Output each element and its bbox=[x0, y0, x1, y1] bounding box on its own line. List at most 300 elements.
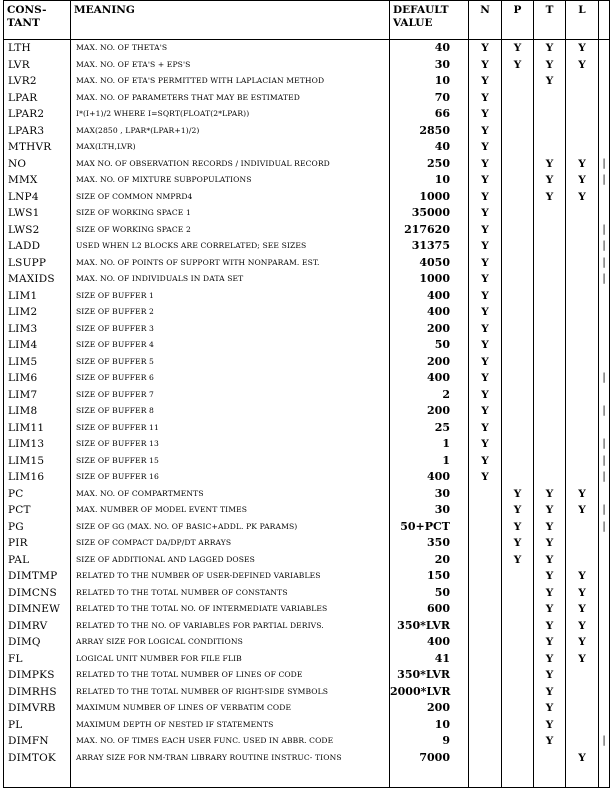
flag-t bbox=[534, 238, 566, 255]
constant-name: LSUPP bbox=[4, 255, 71, 272]
flag-t bbox=[534, 288, 566, 305]
flag-n: Y bbox=[469, 420, 502, 437]
default-value: 30 bbox=[390, 57, 469, 74]
default-value: 41 bbox=[390, 651, 469, 668]
header-l: L bbox=[566, 1, 599, 40]
constant-name: MAXIDS bbox=[4, 271, 71, 288]
constant-name: DIMRV bbox=[4, 618, 71, 635]
flag-l bbox=[566, 123, 599, 140]
constant-meaning: SIZE OF BUFFER 8 bbox=[71, 403, 390, 420]
table-row bbox=[4, 519, 610, 536]
flag-n: Y bbox=[469, 57, 502, 74]
flag-l bbox=[566, 271, 599, 288]
constant-meaning: USED WHEN L2 BLOCKS ARE CORRELATED; SEE SIZES bbox=[71, 238, 390, 255]
flag-l bbox=[566, 420, 599, 437]
flag-p bbox=[502, 172, 534, 189]
flag-n bbox=[469, 535, 502, 552]
table-row bbox=[4, 651, 610, 668]
flag-p bbox=[502, 370, 534, 387]
flag-n bbox=[469, 634, 502, 651]
flag-t bbox=[534, 469, 566, 486]
constant-meaning: ARRAY SIZE FOR LOGICAL CONDITIONS bbox=[71, 634, 390, 651]
flag-n: Y bbox=[469, 321, 502, 338]
flag-p bbox=[502, 189, 534, 206]
flag-p: Y bbox=[502, 40, 534, 57]
default-value: 70 bbox=[390, 90, 469, 107]
table-row bbox=[4, 156, 610, 173]
constant-name: LVR bbox=[4, 57, 71, 74]
flag-l: Y bbox=[566, 750, 599, 788]
constant-name: DIMNEW bbox=[4, 601, 71, 618]
change-bar bbox=[599, 552, 610, 569]
default-value: 31375 bbox=[390, 238, 469, 255]
constant-name: LPAR3 bbox=[4, 123, 71, 140]
table-row bbox=[4, 502, 610, 519]
constant-name: LPAR bbox=[4, 90, 71, 107]
flag-l bbox=[566, 255, 599, 272]
change-bar: | bbox=[599, 469, 610, 486]
flag-t: Y bbox=[534, 156, 566, 173]
table-row bbox=[4, 535, 610, 552]
constant-meaning: SIZE OF BUFFER 13 bbox=[71, 436, 390, 453]
flag-l bbox=[566, 403, 599, 420]
constant-name: PL bbox=[4, 717, 71, 734]
flag-n bbox=[469, 750, 502, 788]
constant-name: LIM13 bbox=[4, 436, 71, 453]
table-row bbox=[4, 205, 610, 222]
flag-n bbox=[469, 585, 502, 602]
constant-meaning: I*(I+1)/2 WHERE I=SQRT(FLOAT(2*LPAR)) bbox=[71, 106, 390, 123]
change-bar bbox=[599, 288, 610, 305]
table-row bbox=[4, 73, 610, 90]
default-value: 400 bbox=[390, 304, 469, 321]
flag-p bbox=[502, 585, 534, 602]
flag-n bbox=[469, 667, 502, 684]
flag-p bbox=[502, 634, 534, 651]
change-bar bbox=[599, 57, 610, 74]
constant-meaning: RELATED TO THE NO. OF VARIABLES FOR PARTIAL DERIVS. bbox=[71, 618, 390, 635]
flag-p bbox=[502, 750, 534, 788]
constant-meaning: SIZE OF BUFFER 7 bbox=[71, 387, 390, 404]
flag-n: Y bbox=[469, 238, 502, 255]
constant-meaning: MAX. NO. OF ETA'S + EPS'S bbox=[71, 57, 390, 74]
flag-n bbox=[469, 684, 502, 701]
flag-p bbox=[502, 255, 534, 272]
flag-n: Y bbox=[469, 288, 502, 305]
constant-meaning: RELATED TO THE TOTAL NUMBER OF CONSTANTS bbox=[71, 585, 390, 602]
change-bar bbox=[599, 387, 610, 404]
flag-n: Y bbox=[469, 73, 502, 90]
flag-l bbox=[566, 717, 599, 734]
change-bar bbox=[599, 618, 610, 635]
table-row bbox=[4, 469, 610, 486]
constant-meaning: RELATED TO THE TOTAL NO. OF INTERMEDIATE VARIABLES bbox=[71, 601, 390, 618]
table-row bbox=[4, 139, 610, 156]
constant-name: PIR bbox=[4, 535, 71, 552]
default-value: 350*LVR bbox=[390, 618, 469, 635]
flag-t bbox=[534, 139, 566, 156]
constant-meaning: MAX. NO. OF COMPARTMENTS bbox=[71, 486, 390, 503]
flag-n: Y bbox=[469, 156, 502, 173]
flag-n bbox=[469, 502, 502, 519]
constant-name: LIM11 bbox=[4, 420, 71, 437]
constant-meaning: SIZE OF BUFFER 4 bbox=[71, 337, 390, 354]
flag-p bbox=[502, 304, 534, 321]
change-bar bbox=[599, 568, 610, 585]
table-row bbox=[4, 370, 610, 387]
default-value: 30 bbox=[390, 502, 469, 519]
flag-t bbox=[534, 387, 566, 404]
change-bar bbox=[599, 90, 610, 107]
flag-n bbox=[469, 486, 502, 503]
constant-meaning: SIZE OF BUFFER 6 bbox=[71, 370, 390, 387]
flag-n: Y bbox=[469, 189, 502, 206]
change-bar: | bbox=[599, 370, 610, 387]
flag-l bbox=[566, 387, 599, 404]
flag-t bbox=[534, 123, 566, 140]
constant-name: LNP4 bbox=[4, 189, 71, 206]
table-row bbox=[4, 189, 610, 206]
flag-p bbox=[502, 156, 534, 173]
flag-n bbox=[469, 733, 502, 750]
flag-n bbox=[469, 700, 502, 717]
table-row bbox=[4, 733, 610, 750]
default-value: 50 bbox=[390, 337, 469, 354]
flag-n: Y bbox=[469, 172, 502, 189]
flag-t: Y bbox=[534, 667, 566, 684]
flag-p bbox=[502, 337, 534, 354]
constant-meaning: SIZE OF COMPACT DA/DP/DT ARRAYS bbox=[71, 535, 390, 552]
flag-t: Y bbox=[534, 189, 566, 206]
default-value: 66 bbox=[390, 106, 469, 123]
change-bar: | bbox=[599, 172, 610, 189]
flag-p bbox=[502, 123, 534, 140]
constant-name: LIM3 bbox=[4, 321, 71, 338]
table-row bbox=[4, 403, 610, 420]
table-row bbox=[4, 304, 610, 321]
constant-name: FL bbox=[4, 651, 71, 668]
change-bar bbox=[599, 189, 610, 206]
table-row bbox=[4, 486, 610, 503]
constant-name: MMX bbox=[4, 172, 71, 189]
flag-n: Y bbox=[469, 40, 502, 57]
flag-p bbox=[502, 403, 534, 420]
constant-name: MTHVR bbox=[4, 139, 71, 156]
constants-table bbox=[3, 0, 610, 788]
flag-n: Y bbox=[469, 90, 502, 107]
header-constant: CONS- TANT bbox=[4, 1, 71, 40]
flag-t: Y bbox=[534, 585, 566, 602]
change-bar bbox=[599, 750, 610, 788]
flag-l bbox=[566, 238, 599, 255]
constant-name: PC bbox=[4, 486, 71, 503]
flag-t: Y bbox=[534, 651, 566, 668]
constant-meaning: SIZE OF ADDITIONAL AND LAGGED DOSES bbox=[71, 552, 390, 569]
flag-t: Y bbox=[534, 733, 566, 750]
header-n: N bbox=[469, 1, 502, 40]
constant-meaning: MAX. NO. OF POINTS OF SUPPORT WITH NONPARAM. EST. bbox=[71, 255, 390, 272]
default-value: 1 bbox=[390, 453, 469, 470]
change-bar bbox=[599, 321, 610, 338]
flag-n bbox=[469, 519, 502, 536]
flag-l: Y bbox=[566, 172, 599, 189]
change-bar: | bbox=[599, 502, 610, 519]
default-value: 350 bbox=[390, 535, 469, 552]
constant-meaning: MAX NO. OF OBSERVATION RECORDS / INDIVIDUAL RECORD bbox=[71, 156, 390, 173]
flag-p bbox=[502, 651, 534, 668]
constant-name: LIM6 bbox=[4, 370, 71, 387]
flag-p bbox=[502, 288, 534, 305]
flag-l: Y bbox=[566, 568, 599, 585]
flag-l: Y bbox=[566, 189, 599, 206]
default-value: 10 bbox=[390, 172, 469, 189]
change-bar bbox=[599, 40, 610, 57]
constant-name: DIMVRB bbox=[4, 700, 71, 717]
default-value: 2 bbox=[390, 387, 469, 404]
change-bar bbox=[599, 684, 610, 701]
table-row bbox=[4, 585, 610, 602]
flag-t bbox=[534, 750, 566, 788]
flag-t: Y bbox=[534, 717, 566, 734]
flag-l bbox=[566, 535, 599, 552]
flag-l bbox=[566, 106, 599, 123]
flag-n: Y bbox=[469, 436, 502, 453]
constant-name: LPAR2 bbox=[4, 106, 71, 123]
flag-l: Y bbox=[566, 601, 599, 618]
change-bar bbox=[599, 717, 610, 734]
constant-meaning: SIZE OF BUFFER 1 bbox=[71, 288, 390, 305]
flag-p bbox=[502, 568, 534, 585]
flag-p bbox=[502, 321, 534, 338]
flag-t: Y bbox=[534, 634, 566, 651]
default-value: 600 bbox=[390, 601, 469, 618]
change-bar bbox=[599, 700, 610, 717]
constant-name: LIM1 bbox=[4, 288, 71, 305]
default-value: 400 bbox=[390, 288, 469, 305]
flag-l bbox=[566, 288, 599, 305]
table-row bbox=[4, 57, 610, 74]
flag-l bbox=[566, 552, 599, 569]
flag-n bbox=[469, 568, 502, 585]
constant-name: DIMRHS bbox=[4, 684, 71, 701]
flag-t bbox=[534, 453, 566, 470]
change-bar: | bbox=[599, 222, 610, 239]
flag-l bbox=[566, 304, 599, 321]
flag-n: Y bbox=[469, 205, 502, 222]
constant-meaning: SIZE OF WORKING SPACE 1 bbox=[71, 205, 390, 222]
header-default: DEFAULT VALUE bbox=[390, 1, 469, 40]
constant-name: LIM8 bbox=[4, 403, 71, 420]
change-bar: | bbox=[599, 436, 610, 453]
constant-name: LADD bbox=[4, 238, 71, 255]
table-row bbox=[4, 601, 610, 618]
flag-n: Y bbox=[469, 271, 502, 288]
change-bar bbox=[599, 139, 610, 156]
flag-p bbox=[502, 222, 534, 239]
constant-meaning: MAX. NO. OF MIXTURE SUBPOPULATIONS bbox=[71, 172, 390, 189]
table-row bbox=[4, 321, 610, 338]
constant-meaning: SIZE OF BUFFER 16 bbox=[71, 469, 390, 486]
flag-t: Y bbox=[534, 535, 566, 552]
flag-l: Y bbox=[566, 651, 599, 668]
table-row bbox=[4, 106, 610, 123]
constant-meaning: RELATED TO THE TOTAL NUMBER OF LINES OF CODE bbox=[71, 667, 390, 684]
flag-t: Y bbox=[534, 684, 566, 701]
change-bar bbox=[599, 123, 610, 140]
flag-t bbox=[534, 321, 566, 338]
change-bar: | bbox=[599, 156, 610, 173]
flag-p bbox=[502, 469, 534, 486]
flag-p bbox=[502, 601, 534, 618]
flag-l bbox=[566, 469, 599, 486]
constant-name: DIMPKS bbox=[4, 667, 71, 684]
constant-name: DIMCNS bbox=[4, 585, 71, 602]
default-value: 200 bbox=[390, 321, 469, 338]
flag-p bbox=[502, 420, 534, 437]
flag-p bbox=[502, 700, 534, 717]
flag-l: Y bbox=[566, 634, 599, 651]
flag-p: Y bbox=[502, 552, 534, 569]
constant-meaning: SIZE OF COMMON NMPRD4 bbox=[71, 189, 390, 206]
flag-l bbox=[566, 519, 599, 536]
default-value: 200 bbox=[390, 354, 469, 371]
flag-t: Y bbox=[534, 40, 566, 57]
default-value: 1000 bbox=[390, 189, 469, 206]
flag-t bbox=[534, 420, 566, 437]
change-bar bbox=[599, 304, 610, 321]
constant-meaning: ARRAY SIZE FOR NM-TRAN LIBRARY ROUTINE INSTRUC- TIONS bbox=[71, 750, 390, 788]
change-bar bbox=[599, 205, 610, 222]
default-value: 50+PCT bbox=[390, 519, 469, 536]
constant-name: PCT bbox=[4, 502, 71, 519]
change-bar bbox=[599, 354, 610, 371]
table-row bbox=[4, 684, 610, 701]
table-row bbox=[4, 172, 610, 189]
flag-p bbox=[502, 667, 534, 684]
default-value: 1 bbox=[390, 436, 469, 453]
constant-name: LIM4 bbox=[4, 337, 71, 354]
constant-name: PG bbox=[4, 519, 71, 536]
constant-meaning: MAX(LTH,LVR) bbox=[71, 139, 390, 156]
flag-n bbox=[469, 552, 502, 569]
constant-name: LIM2 bbox=[4, 304, 71, 321]
flag-p bbox=[502, 618, 534, 635]
default-value: 10 bbox=[390, 717, 469, 734]
default-value: 7000 bbox=[390, 750, 469, 788]
flag-t: Y bbox=[534, 568, 566, 585]
flag-p: Y bbox=[502, 486, 534, 503]
flag-l bbox=[566, 354, 599, 371]
table-row bbox=[4, 387, 610, 404]
flag-p bbox=[502, 205, 534, 222]
change-bar bbox=[599, 651, 610, 668]
flag-n: Y bbox=[469, 123, 502, 140]
change-bar: | bbox=[599, 519, 610, 536]
constant-meaning: LOGICAL UNIT NUMBER FOR FILE FLIB bbox=[71, 651, 390, 668]
flag-l bbox=[566, 453, 599, 470]
default-value: 200 bbox=[390, 403, 469, 420]
flag-p bbox=[502, 106, 534, 123]
flag-n bbox=[469, 618, 502, 635]
flag-l bbox=[566, 139, 599, 156]
flag-n: Y bbox=[469, 403, 502, 420]
flag-t bbox=[534, 403, 566, 420]
table-row bbox=[4, 337, 610, 354]
default-value: 2850 bbox=[390, 123, 469, 140]
change-bar bbox=[599, 73, 610, 90]
flag-l bbox=[566, 337, 599, 354]
flag-p: Y bbox=[502, 502, 534, 519]
flag-t bbox=[534, 271, 566, 288]
flag-l bbox=[566, 321, 599, 338]
table-row bbox=[4, 436, 610, 453]
flag-p bbox=[502, 717, 534, 734]
flag-l bbox=[566, 370, 599, 387]
constant-name: PAL bbox=[4, 552, 71, 569]
flag-t: Y bbox=[534, 552, 566, 569]
constant-name: LIM15 bbox=[4, 453, 71, 470]
flag-p bbox=[502, 271, 534, 288]
default-value: 40 bbox=[390, 139, 469, 156]
constant-meaning: SIZE OF WORKING SPACE 2 bbox=[71, 222, 390, 239]
table-row bbox=[4, 123, 610, 140]
flag-l: Y bbox=[566, 156, 599, 173]
flag-t: Y bbox=[534, 486, 566, 503]
change-bar bbox=[599, 486, 610, 503]
flag-l: Y bbox=[566, 40, 599, 57]
flag-n bbox=[469, 601, 502, 618]
flag-t bbox=[534, 222, 566, 239]
flag-t bbox=[534, 205, 566, 222]
table-row bbox=[4, 750, 610, 788]
flag-n: Y bbox=[469, 304, 502, 321]
flag-n: Y bbox=[469, 387, 502, 404]
flag-p: Y bbox=[502, 57, 534, 74]
flag-l: Y bbox=[566, 502, 599, 519]
change-bar: | bbox=[599, 238, 610, 255]
flag-l bbox=[566, 700, 599, 717]
default-value: 25 bbox=[390, 420, 469, 437]
flag-t: Y bbox=[534, 700, 566, 717]
table-row bbox=[4, 700, 610, 717]
table-row bbox=[4, 618, 610, 635]
flag-t: Y bbox=[534, 57, 566, 74]
default-value: 250 bbox=[390, 156, 469, 173]
constant-meaning: SIZE OF BUFFER 15 bbox=[71, 453, 390, 470]
default-value: 350*LVR bbox=[390, 667, 469, 684]
flag-p bbox=[502, 73, 534, 90]
default-value: 217620 bbox=[390, 222, 469, 239]
constant-name: LIM7 bbox=[4, 387, 71, 404]
default-value: 400 bbox=[390, 370, 469, 387]
constant-meaning: MAX. NO. OF PARAMETERS THAT MAY BE ESTIMATED bbox=[71, 90, 390, 107]
flag-l bbox=[566, 733, 599, 750]
constant-name: DIMTOK bbox=[4, 750, 71, 788]
flag-l: Y bbox=[566, 585, 599, 602]
change-bar bbox=[599, 634, 610, 651]
flag-n: Y bbox=[469, 106, 502, 123]
header-row bbox=[4, 1, 610, 40]
flag-n: Y bbox=[469, 354, 502, 371]
change-bar bbox=[599, 667, 610, 684]
change-bar bbox=[599, 337, 610, 354]
constant-meaning: MAX. NUMBER OF MODEL EVENT TIMES bbox=[71, 502, 390, 519]
constant-name: LWS2 bbox=[4, 222, 71, 239]
constant-meaning: RELATED TO THE NUMBER OF USER-DEFINED VARIABLES bbox=[71, 568, 390, 585]
flag-l bbox=[566, 667, 599, 684]
flag-p bbox=[502, 387, 534, 404]
flag-l bbox=[566, 90, 599, 107]
